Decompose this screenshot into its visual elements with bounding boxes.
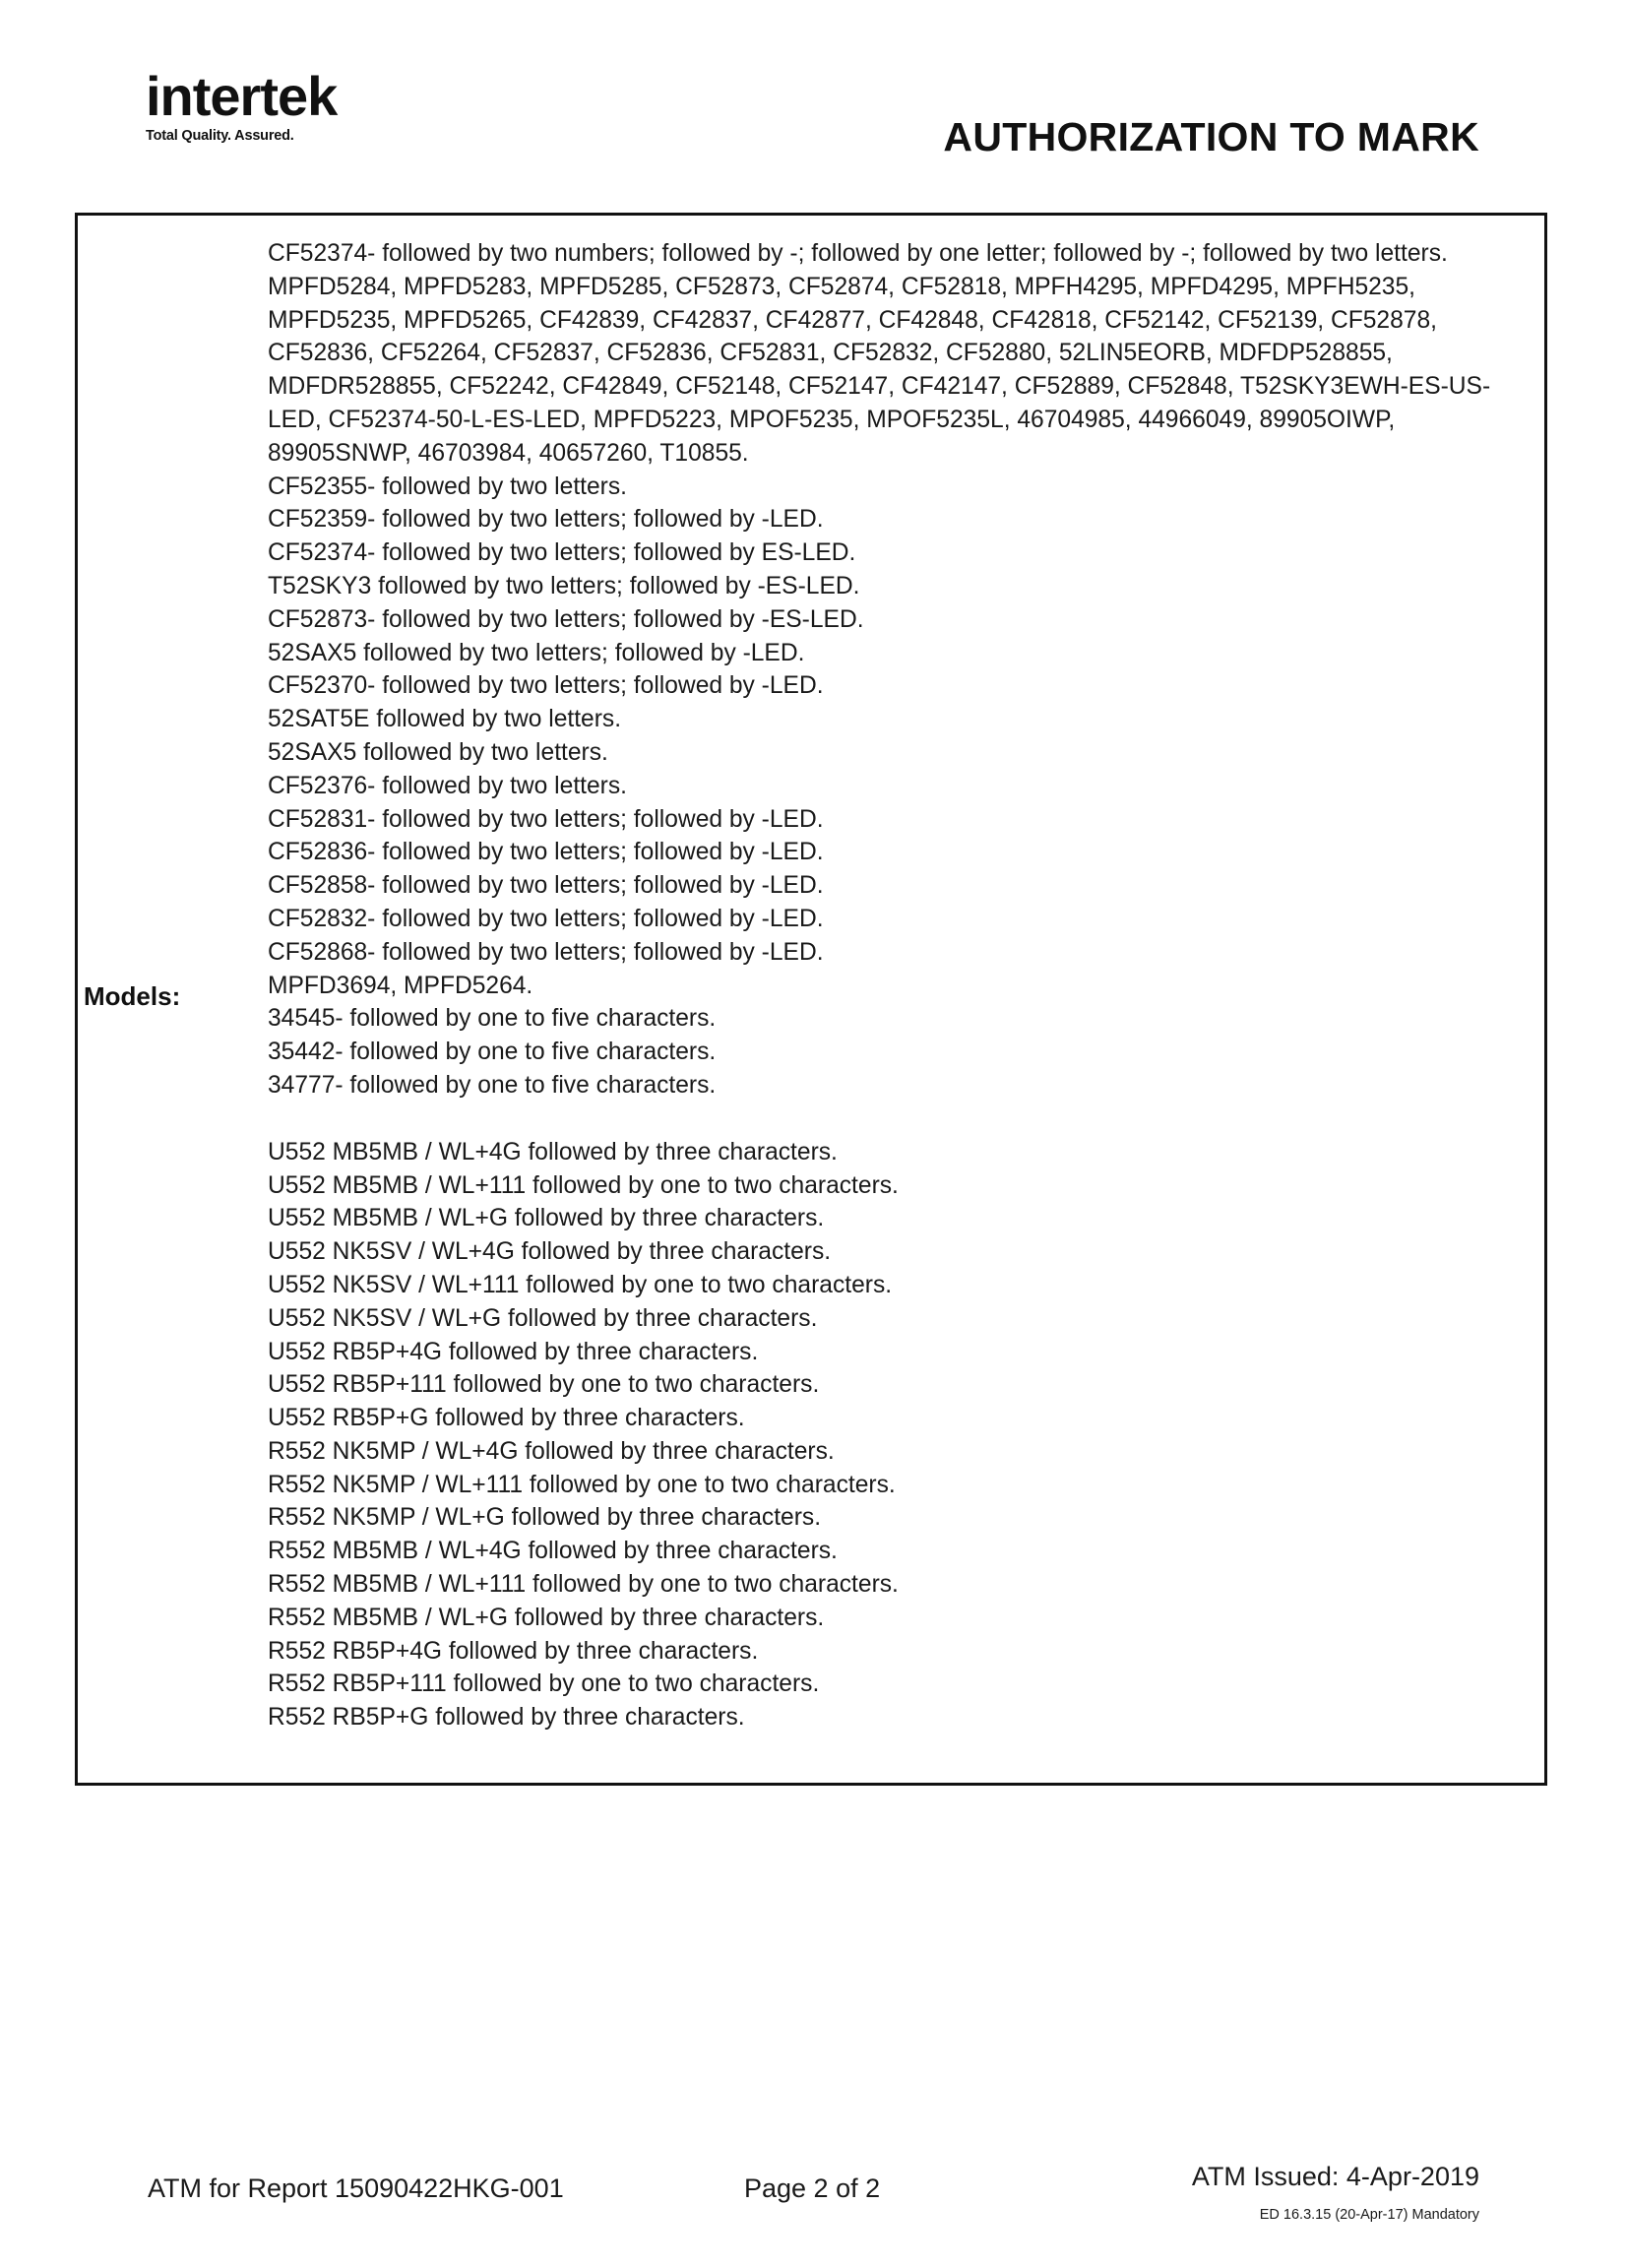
model-entry: U552 NK5SV / WL+111 followed by one to two characters. bbox=[268, 1271, 893, 1298]
model-entry: U552 RB5P+G followed by three characters. bbox=[268, 1405, 745, 1432]
models-group-2 bbox=[268, 1136, 1528, 1734]
model-entry: U552 MB5MB / WL+4G followed by three characters. bbox=[268, 1138, 838, 1166]
model-entry: CF52374- followed by two letters; followed by ES-LED. bbox=[268, 539, 856, 567]
model-entry: R552 NK5MP / WL+111 followed by one to two characters. bbox=[268, 1471, 896, 1498]
model-entry: CF52355- followed by two letters. bbox=[268, 472, 627, 500]
model-entry: 52SAX5 followed by two letters; followed by -LED. bbox=[268, 639, 805, 666]
logo-tagline: Total Quality. Assured. bbox=[146, 128, 294, 144]
model-entry: R552 RB5P+4G followed by three characters. bbox=[268, 1637, 759, 1665]
page-title: AUTHORIZATION TO MARK bbox=[943, 114, 1479, 159]
model-entry: CF52858- followed by two letters; followed by -LED. bbox=[268, 872, 824, 900]
footer-issued-date: ATM Issued: 4-Apr-2019 bbox=[1191, 2162, 1479, 2191]
models-group-1 bbox=[268, 237, 1528, 1102]
model-entry: MPFD5284, MPFD5283, MPFD5285, CF52873, CF52874, CF52818, MPFH4295, MPFD4295, MPFH5235, MPFD5235, MPFD5265, CF42839, CF42837, CF42877, CF42848, CF42818, CF52142, CF52139, CF52878, CF52836, CF52264, CF52837, CF52836, CF52831, CF52832, CF52880, 52LIN5EORB, MDFDP528855, MDFDR528855, CF52242, CF42849, CF52148, CF52147, CF42147, CF52889, CF52848, T52SKY3EWH-ES-US-LED, CF52374-50-L-ES-LED, MPFD5223, MPOF5235, MPOF5235L, 46704985, 44966049, 89905OIWP, 89905SNWP, 46703984, 40657260, T10855. bbox=[268, 273, 1491, 467]
model-entry: MPFD3694, MPFD5264. bbox=[268, 972, 533, 999]
model-entry: 34777- followed by one to five characters. bbox=[268, 1071, 717, 1099]
models-group-spacer bbox=[268, 1102, 1528, 1136]
model-entry: R552 NK5MP / WL+4G followed by three characters. bbox=[268, 1437, 835, 1465]
model-entry: U552 MB5MB / WL+111 followed by one to two characters. bbox=[268, 1171, 899, 1199]
model-entry: CF52374- followed by two numbers; followed by -; followed by one letter; followed by -; followed by two letters. bbox=[268, 240, 1448, 267]
model-entry: R552 MB5MB / WL+4G followed by three characters. bbox=[268, 1538, 838, 1565]
model-entry: CF52831- followed by two letters; followed by -LED. bbox=[268, 805, 824, 833]
model-entry: R552 MB5MB / WL+111 followed by one to two characters. bbox=[268, 1571, 899, 1599]
model-entry: CF52868- followed by two letters; followed by -LED. bbox=[268, 938, 824, 966]
model-entry: T52SKY3 followed by two letters; followed by -ES-LED. bbox=[268, 572, 860, 599]
model-entry: CF52370- followed by two letters; followed by -LED. bbox=[268, 672, 824, 700]
models-label: Models: bbox=[84, 981, 181, 1011]
model-entry: R552 RB5P+G followed by three characters. bbox=[268, 1704, 745, 1732]
model-entry: CF52376- followed by two letters. bbox=[268, 772, 627, 799]
model-entry: CF52836- followed by two letters; followed by -LED. bbox=[268, 839, 824, 866]
footer-edition: ED 16.3.15 (20-Apr-17) Mandatory bbox=[1259, 2207, 1479, 2223]
model-entry: 35442- followed by one to five characters. bbox=[268, 1039, 717, 1066]
model-entry: CF52359- followed by two letters; followed by -LED. bbox=[268, 506, 824, 534]
footer-page-number: Page 2 of 2 bbox=[744, 2174, 881, 2203]
model-entry: 34545- followed by one to five characters. bbox=[268, 1005, 717, 1033]
intertek-logo bbox=[146, 65, 372, 144]
model-entry: R552 RB5P+111 followed by one to two characters. bbox=[268, 1670, 820, 1698]
model-entry: U552 NK5SV / WL+4G followed by three characters. bbox=[268, 1238, 832, 1266]
models-table bbox=[75, 213, 1547, 1786]
model-entry: CF52873- followed by two letters; followed by -ES-LED. bbox=[268, 605, 864, 633]
models-list bbox=[268, 237, 1528, 1734]
footer-report-reference: ATM for Report 15090422HKG-001 bbox=[148, 2174, 564, 2203]
model-entry: U552 RB5P+111 followed by one to two characters. bbox=[268, 1371, 820, 1399]
model-entry: U552 MB5MB / WL+G followed by three characters. bbox=[268, 1205, 825, 1232]
model-entry: R552 NK5MP / WL+G followed by three characters. bbox=[268, 1504, 822, 1532]
model-entry: CF52832- followed by two letters; followed by -LED. bbox=[268, 905, 824, 932]
model-entry: 52SAT5E followed by two letters. bbox=[268, 706, 622, 733]
model-entry: U552 RB5P+4G followed by three characters. bbox=[268, 1338, 759, 1365]
logo-wordmark: intertek bbox=[146, 65, 338, 127]
model-entry: R552 MB5MB / WL+G followed by three characters. bbox=[268, 1604, 825, 1631]
model-entry: 52SAX5 followed by two letters. bbox=[268, 738, 608, 766]
model-entry: U552 NK5SV / WL+G followed by three characters. bbox=[268, 1304, 818, 1332]
